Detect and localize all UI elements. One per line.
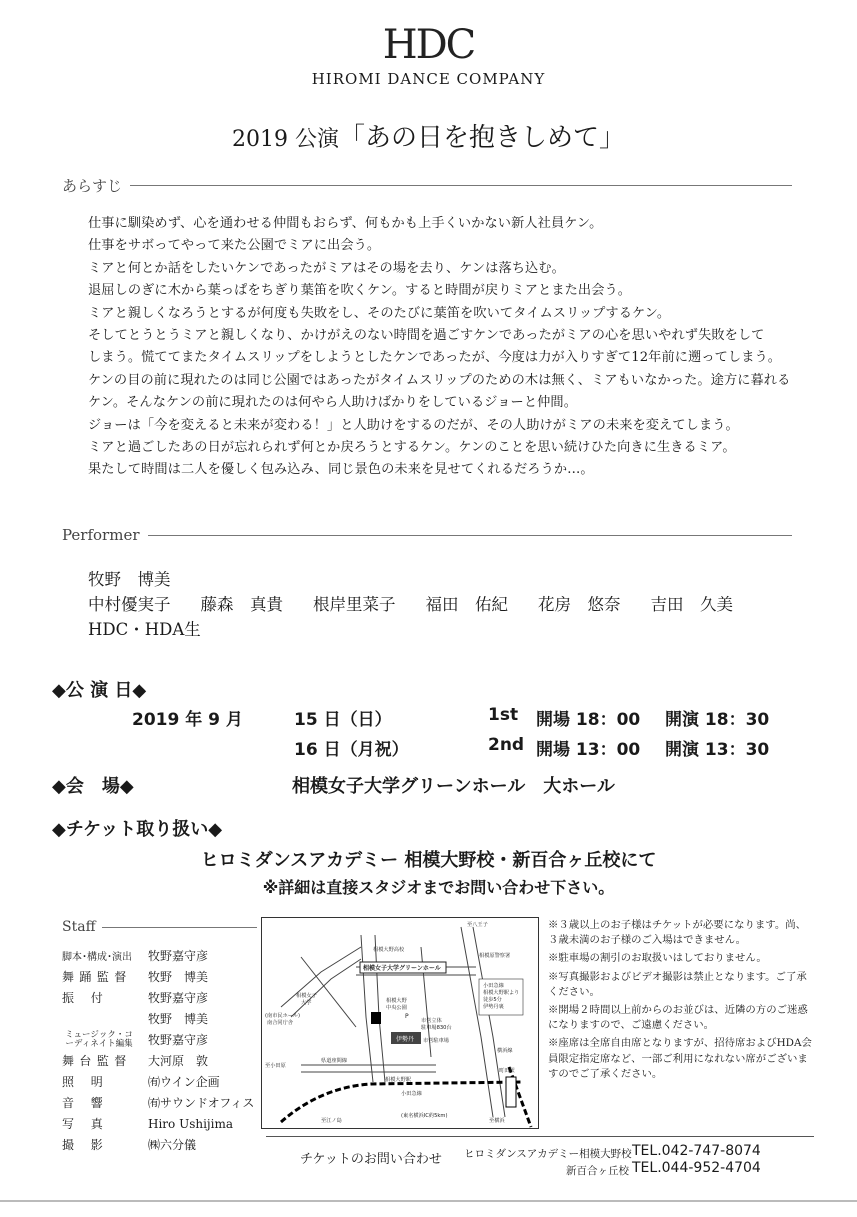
staff-rule [102,927,257,928]
staff-row [62,1071,254,1092]
staff-row [62,1092,254,1113]
hdc-logo: HDC [382,22,475,68]
performer-member: 中村優実子 [88,595,171,614]
staff-name: 大河原 敦 [148,1054,209,1068]
staff-role: 写真 [62,1117,120,1131]
staff-role: 舞踊監督 [62,970,132,984]
map-label-enoshima: 至江ノ島 [321,1118,342,1124]
synopsis-line: 果たして時間は二人を優しく包み込み、同じ景色の未来を見せてくれるだろうか…。 [88,462,594,478]
performer-member: 藤森 真貴 [200,595,283,614]
map-roads [281,927,505,1117]
synopsis-rule [130,185,792,186]
performance-start-2: 開演 13：30 [665,740,770,760]
staff-name: 牧野嘉守彦 [148,949,209,963]
map-label-joshidai-1: 相模女子 [296,993,317,999]
map-label-tomei: (東名横浜IC約5km) [401,1113,448,1119]
staff-role: 舞台監督 [62,1054,132,1068]
title-text: 「あの日を抱きしめて」 [338,123,625,153]
map-label-p: P [405,1013,409,1020]
contact-tel-1: TEL.042-747-8074 [632,1143,761,1159]
map-label-hachioji: 至八王子 [467,922,488,928]
map-label-walk-4: 伊勢丹裏 [483,1004,504,1010]
performance-day-2: 16 日（月祝） [294,740,409,760]
synopsis-line: そしてとうとうミアと親しくなり、かけがえのない時間を過ごすケンであったがミアの心を思いやれず失敗をして [88,328,765,344]
synopsis-line: しまう。慌ててまたタイムスリップをしようとしたケンであったが、今度は力が入りすぎて12年前に遡ってしまう。 [88,350,782,366]
note-item: ※写真撮影およびビデオ撮影は禁止となります。ご了承ください。 [548,970,807,998]
staff-row [62,1029,254,1050]
performance-open-2: 開場 13：00 [536,740,641,760]
staff-row [62,1050,254,1071]
ticket-outlet: ヒロミダンスアカデミー 相模大野校・新百合ヶ丘校にて [200,850,657,871]
performance-month: 2019 年 9 月 [132,710,243,730]
map-label-municipal: 市営駐車場 [423,1038,449,1044]
synopsis-line: ジョーは「今を変えると未来が変わる！」と人助けをするのだが、その人助けがミアの未来を変えてしまう。 [88,417,739,433]
map-hall-marker [371,1012,381,1024]
performer-member: 吉田 久美 [650,595,733,614]
map-label-walk-3: 徒歩5分 [483,997,502,1003]
notes-list [548,918,816,1085]
staff-role: ミュージック・コーディネイト編集 [65,1029,133,1049]
map-label-police: 相模原警察署 [479,953,511,959]
venue-heading: ◆会 場◆ [52,776,134,797]
synopsis-line: ミアと何とか話をしたいケンであったがミアはその場を去り、ケンは落ち込む。 [88,260,565,276]
staff-role: 振付 [62,991,120,1005]
performance-slot-1: 1st [488,705,519,725]
contact-academy-2: 新百合ヶ丘校 [566,1165,629,1177]
company-name: HIROMI DANCE COMPANY [311,70,546,88]
contact-label: チケットのお問い合わせ [300,1152,442,1167]
synopsis-line: ケン。そんなケンの前に現れたのは何やら人助けばかりをしているジョーと仲間。 [88,395,577,411]
map-label-yokohama-line: 横浜線 [497,1048,513,1054]
staff-role: 脚本･構成･演出 [62,952,132,963]
performance-open-1: 開場 18：00 [536,710,641,730]
performer-member: 根岸里菜子 [313,595,396,614]
staff-name: 牧野 博美 [148,970,209,984]
performer-member: 花房 悠奈 [538,595,621,614]
map-label-parking-2: 駐車場830台 [421,1025,452,1031]
performer-group: HDC・HDA生 [88,620,201,639]
note-item: ※開場２時間以上前からのお並びは、近隣の方のご迷惑になりますので、ご遠慮ください。 [548,1004,808,1032]
synopsis-text [88,213,798,482]
performance-start-1: 開演 18：30 [665,710,770,730]
performer-label: Performer [62,526,140,544]
performer-rule [148,535,793,536]
staff-role: 撮影 [62,1138,120,1152]
map-label-isetan: 伊勢丹 [396,1036,415,1043]
map-machida-station [506,1077,516,1107]
synopsis-line: ミアと過ごしたあの日が忘れられず何とか戻ろうとするケン。ケンのことを思い続けひた向きに生きるミア。 [88,440,736,456]
staff-name: Hiro Ushijima [148,1116,234,1131]
performance-day-1: 15 日（日） [294,710,392,730]
title-year: 2019 公演 [232,127,339,152]
map-label-civic-2: 南合同庁舎 [267,1020,293,1026]
synopsis-line: ケンの目の前に現れたのは同じ公園ではあったがタイムスリップのための木は無く、ミアもいなかった。途方に暮れる [88,372,791,388]
show-title [0,117,857,154]
map-label-sagamiono: 相模大野駅 [385,1077,411,1083]
performer-members [88,592,763,617]
bottom-rule [0,1200,857,1202]
staff-name: 牧野 博美 [148,1012,209,1026]
performer-heading [62,526,792,544]
ticket-note: ※詳細は直接スタジオまでお問い合わせ下さい。 [262,878,615,897]
staff-role: 音響 [62,1096,120,1110]
staff-role: 照明 [62,1075,120,1089]
staff-row [62,987,254,1008]
synopsis-line: 退屈しのぎに木から葉っぱをちぎり葉笛を吹くケン。すると時間が戻りミアとまた出会う。 [88,283,632,299]
map-label-hall: 相模女子大学グリーンホール [363,965,441,972]
map-label-road: 県道座間線 [321,1058,347,1064]
staff-heading [62,919,257,935]
performer-member: 福田 佑紀 [425,595,508,614]
synopsis-heading [62,175,792,196]
ticket-heading: ◆チケット取り扱い◆ [52,819,223,840]
note-item: ※３歳以上のお子様はチケットが必要になります。尚、３歳未満のお子様のご入場はできません。 [548,919,806,947]
staff-row [62,966,254,987]
map-label-civic-1: (南市民ホール) [265,1013,301,1019]
map-label-walk-2: 相模大野駅より [483,990,520,996]
staff-row [62,1134,254,1155]
note-item: ※座席は全席自由席となりますが、招待席およびHDA会員限定指定席など、一部ご利用になれない席がございますのでご了承ください。 [548,1037,812,1080]
map-label-machida: 町田駅 [499,1068,515,1074]
performance-heading: ◆公 演 日◆ [52,680,147,701]
map-label-parking-1: 市営立体 [421,1018,442,1024]
access-map [261,917,539,1129]
venue-name: 相模女子大学グリーンホール 大ホール [292,776,615,797]
map-label-park-1: 相模大野 [386,998,407,1004]
staff-name: ㈲サウンドオフィス [148,1096,255,1110]
map-label-joshidai-2: 大学 [301,1000,312,1006]
note-item: ※駐車場の割引のお取扱いはしておりません。 [548,952,767,965]
staff-name: 牧野嘉守彦 [148,991,209,1005]
staff-name: 牧野嘉守彦 [148,1033,209,1047]
staff-row [62,1113,254,1134]
map-label-park-2: 中央公園 [386,1005,407,1011]
performer-list [88,567,763,642]
synopsis-line: 仕事をサボってやって来た公園でミアに出会う。 [88,238,381,254]
synopsis-label: あらすじ [62,177,123,195]
performer-lead: 牧野 博美 [88,570,171,589]
synopsis-line: ミアと親しくなろうとするが何度も失敗をし、そのたびに葉笛を吹いてタイムスリップするケン。 [88,305,671,321]
staff-name: ㈱六分儀 [148,1138,197,1152]
staff-row [62,945,254,966]
staff-row [62,1008,254,1029]
contact-tel-2: TEL.044-952-4704 [632,1160,761,1176]
map-label-walk-1: 小田急線 [483,983,504,989]
staff-label: Staff [62,919,96,935]
staff-list [62,945,254,1155]
map-label-yokohama: 至横浜 [489,1118,505,1124]
map-label-highschool: 相模大野高校 [373,947,405,953]
synopsis-line: 仕事に馴染めず、心を通わせる仲間もおらず、何もかも上手くいかない新人社員ケン。 [88,216,603,231]
contact-academy-1: ヒロミダンスアカデミー相模大野校 [464,1148,632,1160]
staff-name: ㈲ウイン企画 [148,1075,220,1089]
map-label-odakyu: 小田急線 [401,1091,422,1097]
performance-slot-2: 2nd [488,735,525,755]
map-label-odawara: 至小田原 [265,1063,286,1069]
